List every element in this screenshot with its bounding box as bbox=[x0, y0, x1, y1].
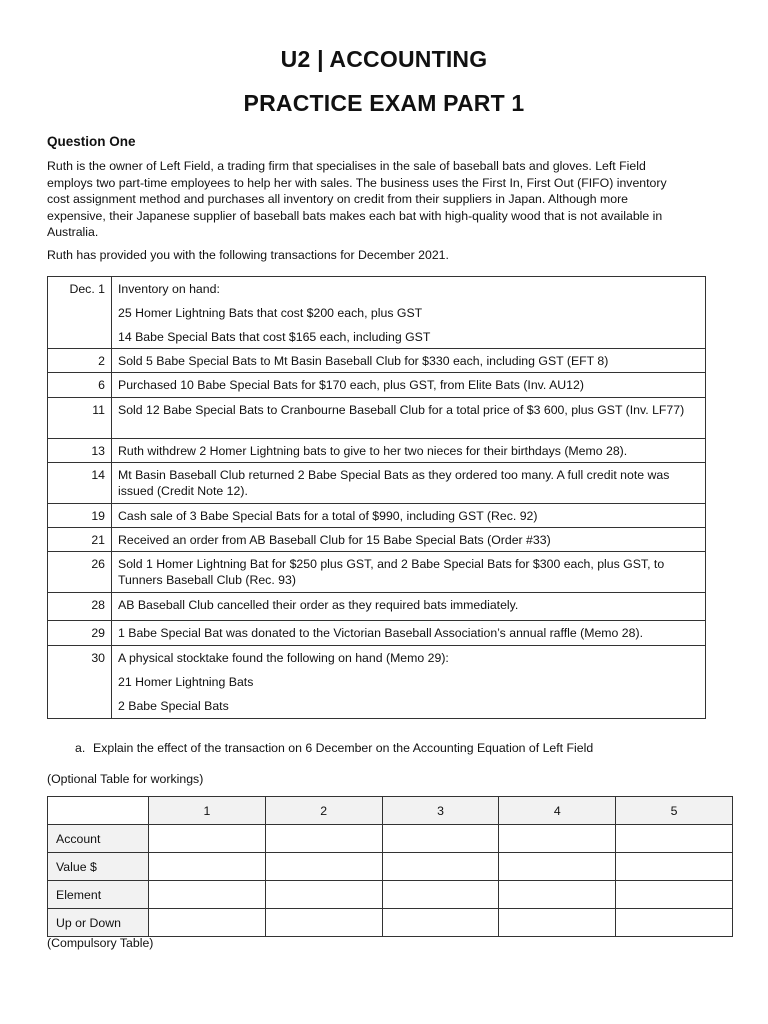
paragraph-line: Ruth is the owner of Left Field, a trading firm that specialises in the sale of baseball bats and gloves. Left Field bbox=[47, 159, 646, 173]
part-a-marker: a. bbox=[75, 741, 86, 755]
transaction-description bbox=[112, 552, 706, 593]
row-label: Element bbox=[48, 881, 149, 909]
transaction-description bbox=[112, 349, 706, 373]
transaction-line: A physical stocktake found the following on hand (Memo 29): bbox=[118, 651, 449, 665]
transaction-row bbox=[48, 277, 706, 349]
document-title: U2 | ACCOUNTING bbox=[280, 46, 488, 72]
question-heading: Question One bbox=[47, 134, 136, 149]
transactions-intro: Ruth has provided you with the following transactions for December 2021. bbox=[47, 248, 449, 262]
answer-cell[interactable] bbox=[265, 853, 382, 881]
column-header: 3 bbox=[382, 797, 499, 825]
transaction-line: Cash sale of 3 Babe Special Bats for a total of $990, including GST (Rec. 92) bbox=[118, 509, 538, 523]
row-label: Up or Down bbox=[48, 909, 149, 937]
transaction-line: 21 Homer Lightning Bats bbox=[118, 675, 254, 689]
transaction-date: 30 bbox=[48, 646, 112, 719]
transaction-date: 19 bbox=[48, 504, 112, 528]
transaction-description bbox=[112, 373, 706, 398]
transaction-line: Purchased 10 Babe Special Bats for $170 each, plus GST, from Elite Bats (Inv. AU12) bbox=[118, 378, 584, 392]
transaction-line: Inventory on hand: bbox=[118, 282, 220, 296]
answer-cell[interactable] bbox=[149, 881, 266, 909]
transaction-row bbox=[48, 463, 706, 504]
transaction-description bbox=[112, 398, 706, 439]
answer-cell[interactable] bbox=[265, 881, 382, 909]
workings-table bbox=[47, 796, 733, 937]
answer-cell[interactable] bbox=[382, 909, 499, 937]
transaction-date: 6 bbox=[48, 373, 112, 398]
workings-row bbox=[48, 881, 733, 909]
transaction-description bbox=[112, 593, 706, 621]
answer-cell[interactable] bbox=[149, 825, 266, 853]
transaction-line: 25 Homer Lightning Bats that cost $200 each, plus GST bbox=[118, 306, 423, 320]
answer-cell[interactable] bbox=[616, 881, 733, 909]
transactions-table bbox=[47, 276, 706, 719]
part-a-question: Explain the effect of the transaction on 6 December on the Accounting Equation of Left Field bbox=[93, 741, 594, 755]
transaction-row bbox=[48, 593, 706, 621]
transaction-row bbox=[48, 398, 706, 439]
column-header: 4 bbox=[499, 797, 616, 825]
transaction-description bbox=[112, 646, 706, 719]
workings-row bbox=[48, 825, 733, 853]
answer-cell[interactable] bbox=[616, 909, 733, 937]
answer-cell[interactable] bbox=[265, 825, 382, 853]
paragraph-line: cost assignment method and purchases all inventory on credit from their suppliers in Japan. Although more bbox=[47, 192, 628, 206]
transaction-line: Sold 5 Babe Special Bats to Mt Basin Baseball Club for $330 each, including GST (EFT 8) bbox=[118, 354, 609, 368]
paragraph-line: employs two part-time employees to help her with sales. The business uses the First In, First Out (FIFO) inventory bbox=[47, 175, 667, 190]
answer-cell[interactable] bbox=[265, 909, 382, 937]
transaction-description bbox=[112, 504, 706, 528]
answer-cell[interactable] bbox=[382, 881, 499, 909]
answer-cell[interactable] bbox=[499, 909, 616, 937]
transaction-date: Dec. 1 bbox=[48, 277, 112, 349]
compulsory-table-caption: (Compulsory Table) bbox=[47, 936, 154, 950]
transaction-description bbox=[112, 621, 706, 646]
transaction-row bbox=[48, 552, 706, 593]
transaction-date: 21 bbox=[48, 528, 112, 552]
transaction-description bbox=[112, 463, 706, 504]
transaction-row bbox=[48, 504, 706, 528]
answer-cell[interactable] bbox=[616, 853, 733, 881]
transaction-row bbox=[48, 373, 706, 398]
transaction-date: 28 bbox=[48, 593, 112, 621]
transaction-description bbox=[112, 528, 706, 552]
answer-cell[interactable] bbox=[149, 853, 266, 881]
transaction-date: 2 bbox=[48, 349, 112, 373]
answer-cell[interactable] bbox=[382, 853, 499, 881]
workings-header-row bbox=[48, 797, 733, 825]
paragraph-line: expensive, their Japanese supplier of baseball bats makes each bat with high-quality wood that is not available in bbox=[47, 208, 663, 223]
transaction-date: 14 bbox=[48, 463, 112, 504]
column-header: 1 bbox=[149, 797, 266, 825]
transaction-row bbox=[48, 439, 706, 463]
paragraph-line: Australia. bbox=[47, 225, 99, 239]
answer-cell[interactable] bbox=[499, 825, 616, 853]
workings-row bbox=[48, 853, 733, 881]
answer-cell[interactable] bbox=[499, 853, 616, 881]
transaction-date: 11 bbox=[48, 398, 112, 439]
transaction-line: 2 Babe Special Bats bbox=[118, 699, 229, 713]
optional-table-caption: (Optional Table for workings) bbox=[47, 772, 204, 786]
row-label: Value $ bbox=[48, 853, 149, 881]
document-subtitle: PRACTICE EXAM PART 1 bbox=[243, 90, 525, 116]
column-header: 2 bbox=[265, 797, 382, 825]
transaction-row bbox=[48, 646, 706, 719]
transaction-date: 26 bbox=[48, 552, 112, 593]
column-header: 5 bbox=[616, 797, 733, 825]
corner-cell bbox=[48, 797, 149, 825]
transaction-row bbox=[48, 528, 706, 552]
transaction-date: 13 bbox=[48, 439, 112, 463]
answer-cell[interactable] bbox=[382, 825, 499, 853]
transaction-line: Ruth withdrew 2 Homer Lightning bats to give to her two nieces for their birthdays (Memo 28). bbox=[118, 444, 628, 458]
transaction-line: Sold 12 Babe Special Bats to Cranbourne Baseball Club for a total price of $3 600, plus GST (Inv. LF77) bbox=[118, 403, 685, 417]
transaction-description bbox=[112, 277, 706, 349]
transaction-row bbox=[48, 621, 706, 646]
question-paragraph bbox=[47, 158, 667, 241]
transaction-line: 1 Babe Special Bat was donated to the Victorian Baseball Association’s annual raffle (Memo 28). bbox=[118, 626, 643, 640]
transaction-date: 29 bbox=[48, 621, 112, 646]
answer-cell[interactable] bbox=[499, 881, 616, 909]
transaction-row bbox=[48, 349, 706, 373]
transaction-line: Mt Basin Baseball Club returned 2 Babe Special Bats as they ordered too many. A full credit note was issued (Credit Note 12). bbox=[118, 468, 670, 498]
row-label: Account bbox=[48, 825, 149, 853]
transaction-description bbox=[112, 439, 706, 463]
transaction-line: Sold 1 Homer Lightning Bat for $250 plus GST, and 2 Babe Special Bats for $300 each, plus GST, to Tunners Baseball Club (Rec. 93) bbox=[118, 557, 665, 587]
transaction-line: 14 Babe Special Bats that cost $165 each, including GST bbox=[118, 330, 431, 344]
workings-row bbox=[48, 909, 733, 937]
transaction-line: Received an order from AB Baseball Club for 15 Babe Special Bats (Order #33) bbox=[118, 533, 551, 547]
transaction-line: AB Baseball Club cancelled their order as they required bats immediately. bbox=[118, 598, 519, 612]
answer-cell[interactable] bbox=[616, 825, 733, 853]
answer-cell[interactable] bbox=[149, 909, 266, 937]
